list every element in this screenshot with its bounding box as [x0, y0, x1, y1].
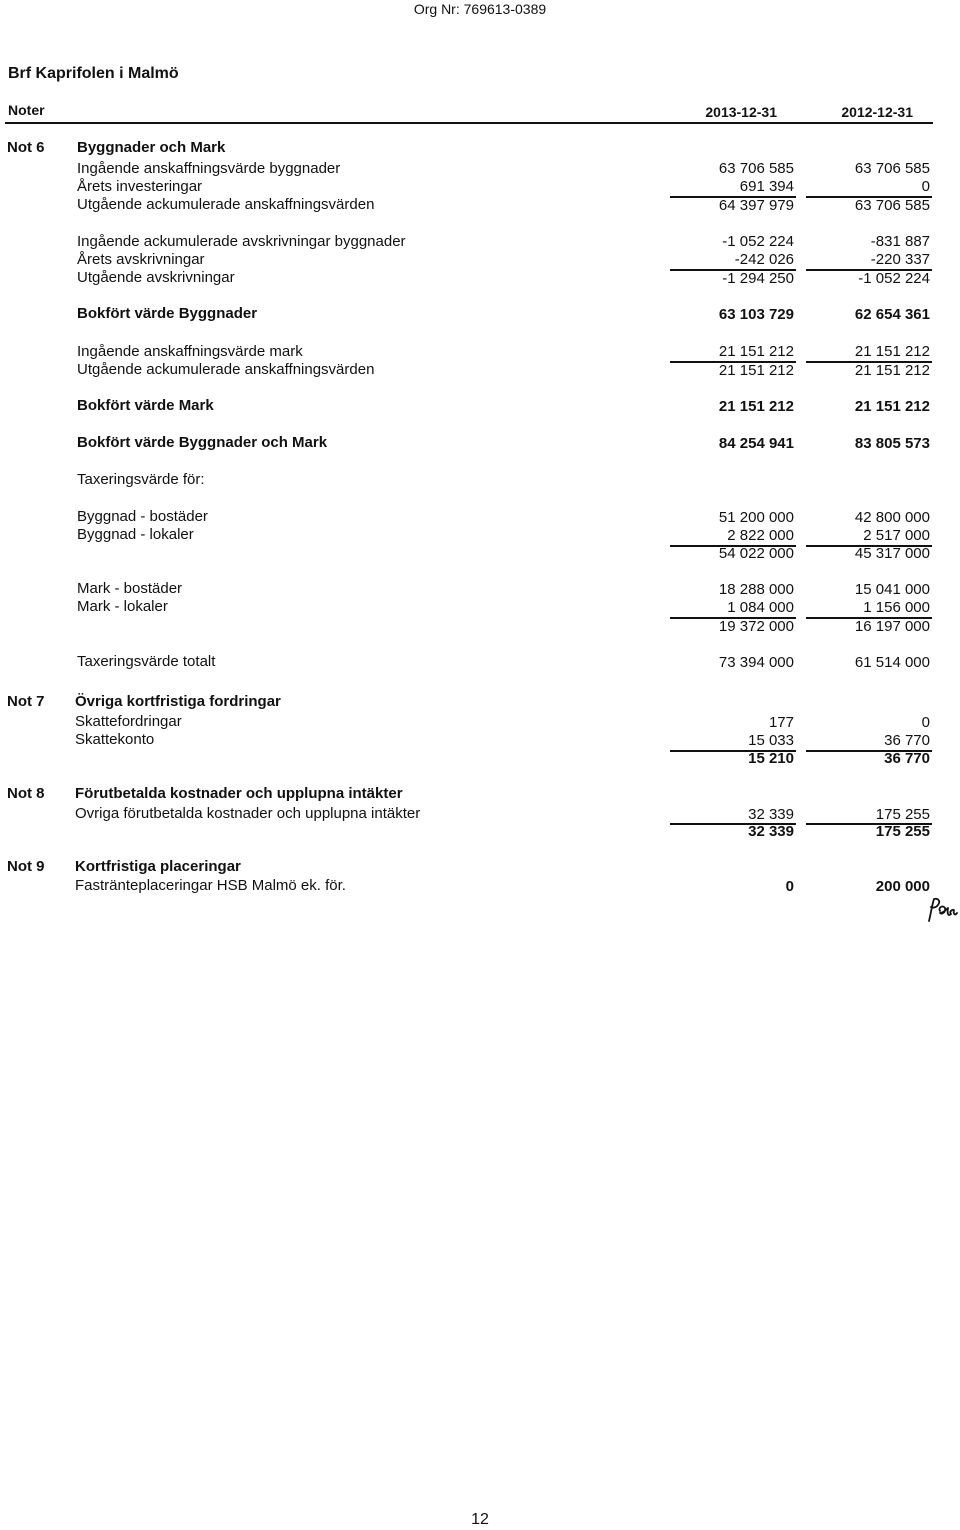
row-value-2012: 1 156 000: [863, 599, 930, 616]
note-6-label: Not 6: [7, 139, 45, 156]
row-value-2012: 61 514 000: [854, 654, 930, 671]
row-value-2013: 1 084 000: [727, 599, 794, 616]
subtotal-value-2012: 21 151 212: [854, 398, 930, 415]
sum-value-2013: 32 339: [748, 823, 794, 840]
row-label: Mark - bostäder: [77, 580, 183, 597]
row-value-2012: 175 255: [875, 806, 930, 823]
row-value-2013: 2 822 000: [727, 527, 794, 544]
subtotal-value-2013: 63 103 729: [718, 306, 794, 323]
org-number: Org Nr: 769613-0389: [413, 1, 547, 17]
row-value-2013: 18 288 000: [718, 581, 794, 598]
note-6-title: Byggnader och Mark: [77, 139, 226, 156]
row-label: Taxeringsvärde totalt: [77, 653, 216, 670]
row-label: Byggnad - lokaler: [77, 526, 194, 543]
note-7-label: Not 7: [7, 693, 45, 710]
row-value-2012: -831 887: [870, 233, 930, 250]
row-value-2012: 21 151 212: [854, 343, 930, 360]
row-value-2013: 15 033: [748, 732, 794, 749]
row-label: Ingående anskaffningsvärde mark: [77, 343, 303, 360]
header-rule: [5, 122, 933, 124]
note-7-title: Övriga kortfristiga fordringar: [75, 693, 281, 710]
row-value-2013: 21 151 212: [718, 362, 794, 379]
row-value-2012: 63 706 585: [854, 160, 930, 177]
row-label: Byggnad - bostäder: [77, 508, 208, 525]
row-value-2012: 15 041 000: [854, 581, 930, 598]
row-label: Utgående ackumulerade anskaffningsvärden: [77, 361, 375, 378]
signature-icon: [926, 895, 958, 925]
subtotal-label: Bokfört värde Byggnader: [77, 305, 258, 322]
row-value-2012: 21 151 212: [854, 362, 930, 379]
row-label: Ingående ackumulerade avskrivningar byggnader: [77, 233, 406, 250]
row-value-2012: 63 706 585: [854, 197, 930, 214]
row-label: Mark - lokaler: [77, 598, 168, 615]
sum-value-2012: 45 317 000: [854, 545, 930, 562]
row-value-2013: 64 397 979: [718, 197, 794, 214]
page-number: 12: [471, 1511, 489, 1528]
subtotal-value-2012: 62 654 361: [854, 306, 930, 323]
total-value-2012: 83 805 573: [854, 435, 930, 452]
total-value-2013: 84 254 941: [718, 435, 794, 452]
row-value-2013: 51 200 000: [718, 509, 794, 526]
row-label: Årets avskrivningar: [77, 251, 205, 268]
noter-heading: Noter: [8, 102, 45, 118]
sum-value-2012: 175 255: [875, 823, 930, 840]
note-9-title: Kortfristiga placeringar: [75, 858, 241, 875]
row-label: Skattekonto: [75, 731, 155, 748]
row-label: Årets investeringar: [77, 178, 203, 195]
note-9-label: Not 9: [7, 858, 45, 875]
row-label: Skattefordringar: [75, 713, 182, 730]
row-value-2012: 36 770: [884, 732, 930, 749]
row-value-2013: 63 706 585: [718, 160, 794, 177]
year-header-2012: 2012-12-31: [841, 104, 913, 120]
row-value-2013: 32 339: [748, 806, 794, 823]
row-value-2013: 21 151 212: [718, 343, 794, 360]
year-header-2013: 2013-12-31: [705, 104, 777, 120]
sum-value-2012: 16 197 000: [854, 618, 930, 635]
subtotal-label: Bokfört värde Mark: [77, 397, 214, 414]
row-value-2013: -1 294 250: [722, 270, 794, 287]
note-8-label: Not 8: [7, 785, 45, 802]
row-value-2013: -1 052 224: [722, 233, 794, 250]
row-value-2013: -242 026: [734, 251, 794, 268]
row-value-2013: 0: [785, 878, 794, 895]
row-value-2012: 0: [921, 178, 930, 195]
row-value-2012: -220 337: [870, 251, 930, 268]
row-label: Utgående avskrivningar: [77, 269, 235, 286]
row-value-2012: 2 517 000: [863, 527, 930, 544]
row-label: Fastränteplaceringar HSB Malmö ek. för.: [75, 877, 346, 894]
row-value-2013: 73 394 000: [718, 654, 794, 671]
row-value-2013: 177: [768, 714, 794, 731]
note-8-title: Förutbetalda kostnader och upplupna intäkter: [75, 785, 403, 802]
sum-value-2012: 36 770: [884, 750, 930, 767]
row-label: Ingående anskaffningsvärde byggnader: [77, 160, 341, 177]
sum-value-2013: 54 022 000: [718, 545, 794, 562]
row-label: Ovriga förutbetalda kostnader och upplupna intäkter: [75, 805, 421, 822]
row-value-2013: 691 394: [739, 178, 794, 195]
sum-value-2013: 15 210: [748, 750, 794, 767]
row-value-2012: -1 052 224: [858, 270, 930, 287]
total-label: Bokfört värde Byggnader och Mark: [77, 434, 328, 451]
row-value-2012: 200 000: [875, 878, 930, 895]
subtotal-value-2013: 21 151 212: [718, 398, 794, 415]
section-label: Taxeringsvärde för:: [77, 471, 205, 488]
sum-value-2013: 19 372 000: [718, 618, 794, 635]
row-label: Utgående ackumulerade anskaffningsvärden: [77, 196, 375, 213]
row-value-2012: 0: [921, 714, 930, 731]
company-name: Brf Kaprifolen i Malmö: [8, 65, 179, 82]
row-value-2012: 42 800 000: [854, 509, 930, 526]
